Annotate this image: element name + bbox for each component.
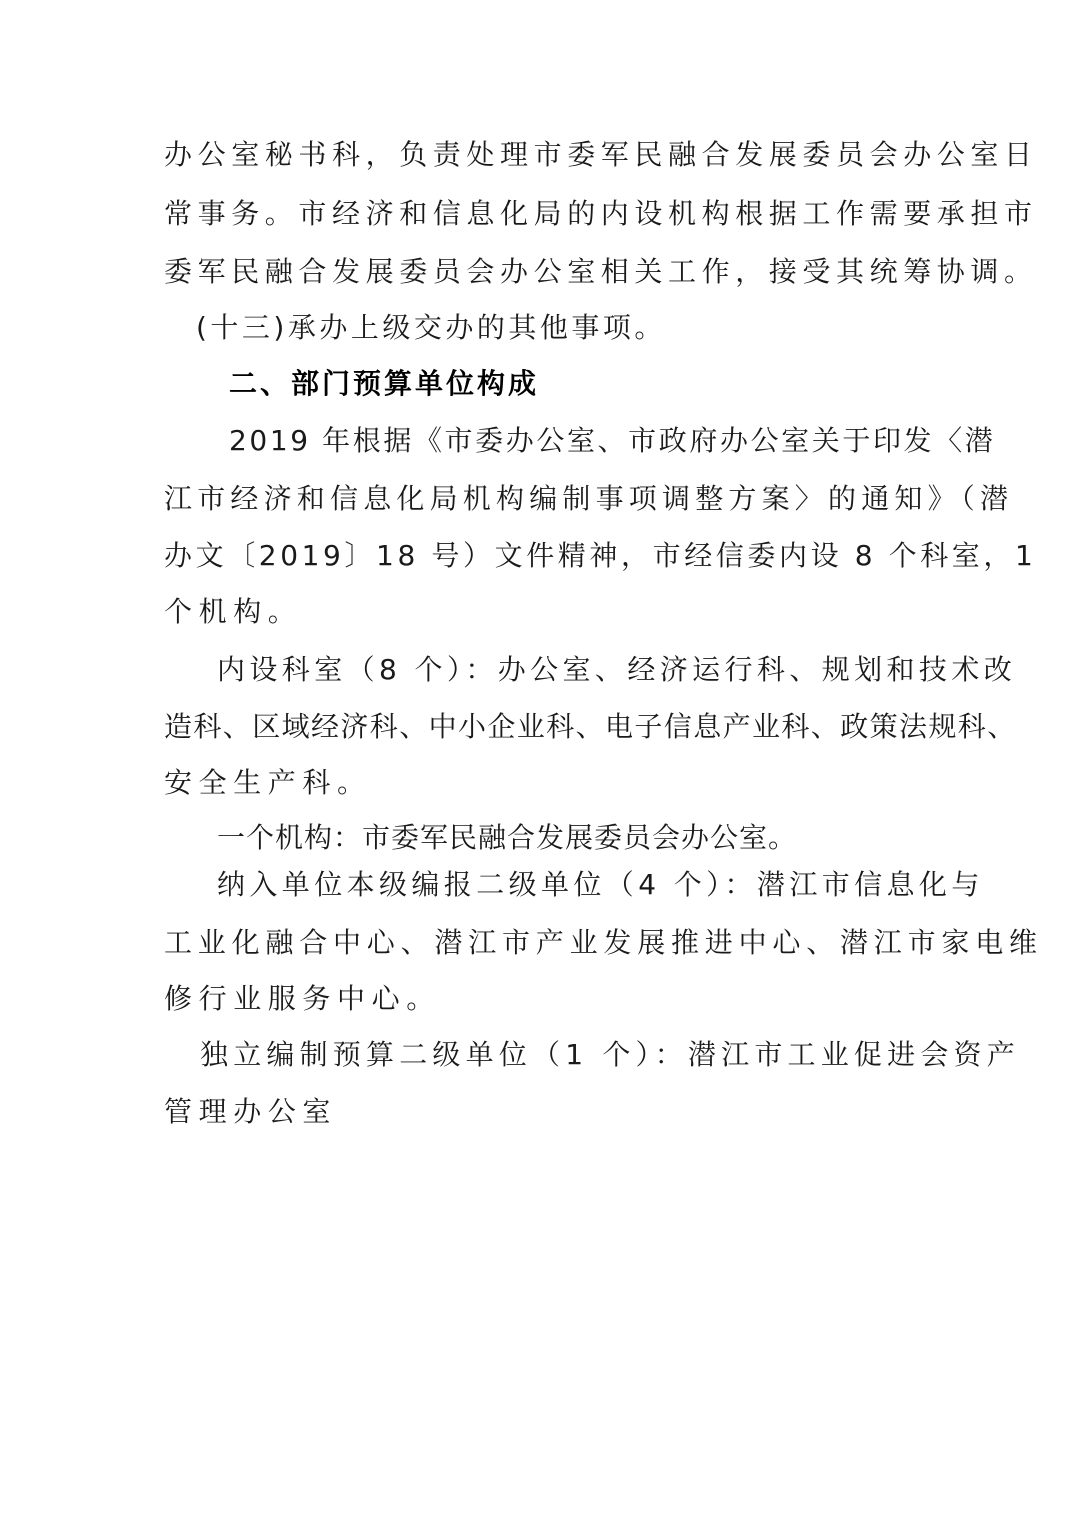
body-line: 内设科室（8 个）：办公室、经济运行科、规划和技术改 <box>217 653 1017 686</box>
body-line: 2019 年根据《市委办公室、市政府办公室关于印发〈潜 <box>229 424 996 457</box>
body-line: 纳入单位本级编报二级单位（4 个）：潜江市信息化与 <box>217 868 984 901</box>
body-line: 修行业服务中心。 <box>164 982 441 1015</box>
body-line: 安全生产科。 <box>164 766 372 799</box>
body-line: 江市经济和信息化局机构编制事项调整方案〉的通知》（潜 <box>164 482 1014 515</box>
body-line: 办文〔2019〕18 号）文件精神，市经信委内设 8 个科室，1 <box>164 539 1037 572</box>
body-line: 工业化融合中心、潜江市产业发展推进中心、潜江市家电维 <box>164 926 1043 959</box>
section-heading: 二、部门预算单位构成 <box>229 367 540 400</box>
body-line: 造科、区域经济科、中小企业科、电子信息产业科、政策法规科、 <box>164 710 1017 743</box>
body-line: 办公室秘书科，负责处理市委军民融合发展委员会办公室日 <box>164 138 1038 171</box>
body-line: 一个机构：市委军民融合发展委员会办公室。 <box>217 821 798 854</box>
body-line: 个机构。 <box>164 595 303 628</box>
body-line: 常事务。市经济和信息化局的内设机构根据工作需要承担市 <box>164 197 1038 230</box>
body-line: 管理办公室 <box>164 1095 338 1128</box>
body-line: 委军民融合发展委员会办公室相关工作，接受其统筹协调。 <box>164 255 1038 288</box>
body-line: 独立编制预算二级单位（1 个）：潜江市工业促进会资产 <box>200 1038 1020 1071</box>
body-line: (十三)承办上级交办的其他事项。 <box>196 311 666 344</box>
